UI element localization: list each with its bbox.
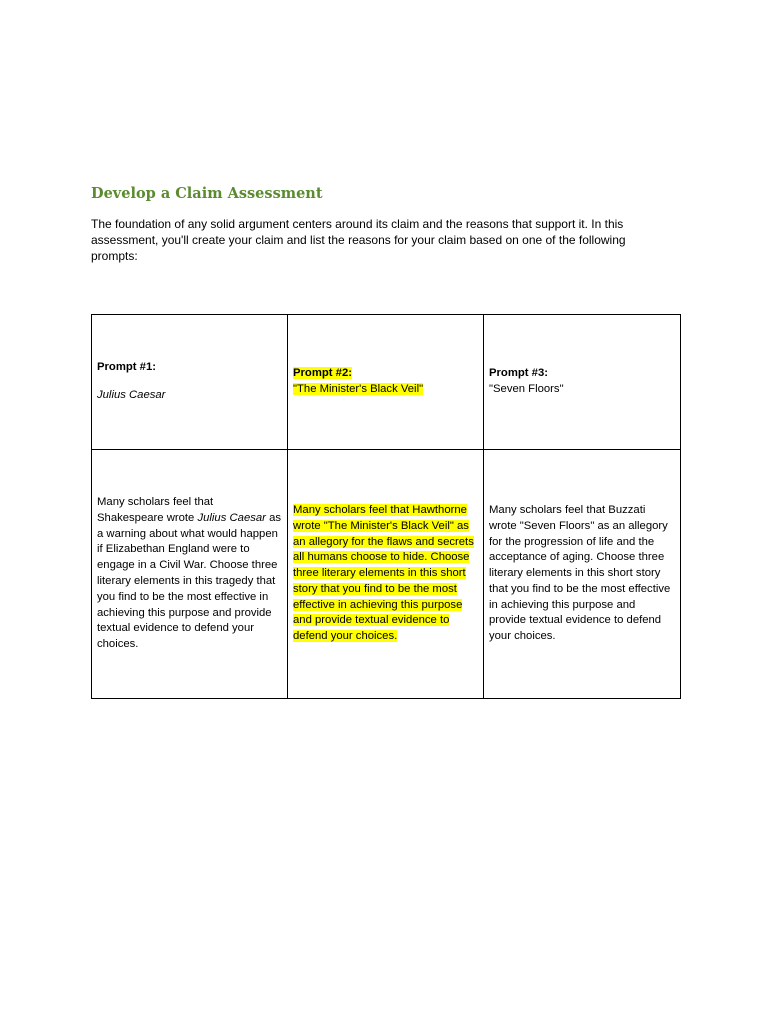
prompt-1-description-part-2: as a warning about what would happen if Elizabethan England were to engage in a Civil War. Choose three literary elements in this tragedy that you find to be the most effective in achieving this purpose and provide textual evidence to defend your choices. [97, 511, 282, 651]
prompt-1-description-italic: Julius Caesar [197, 511, 266, 524]
prompt-2-description-cell [288, 450, 484, 699]
prompt-3-header-cell [484, 315, 681, 450]
prompt-3-label: Prompt #3: [489, 367, 549, 380]
prompt-1-title: Julius Caesar [97, 389, 166, 401]
prompts-table [91, 314, 681, 699]
prompt-2-label: Prompt #2: [293, 367, 353, 380]
prompts-header-row [92, 315, 681, 450]
prompt-1-description-cell [92, 450, 288, 699]
prompt-3-description-cell [484, 450, 681, 699]
intro-paragraph: The foundation of any solid argument centers around its claim and the reasons that support it. In this assessment, you'll create your claim and list the reasons for your claim based on one of the following prompts: [91, 217, 626, 263]
prompt-3-title: "Seven Floors" [489, 383, 564, 395]
prompt-1-label: Prompt #1: [97, 361, 157, 374]
prompt-3-description: Many scholars feel that Buzzati wrote "Seven Floors" as an allegory for the progression of life and the acceptance of aging. Choose three literary elements in this short story that you find to be the most effective in achieving this purpose and provide textual evidence to defend your choices. [489, 503, 671, 643]
prompts-description-row [92, 450, 681, 699]
prompt-1-description-part-1: Many scholars feel that Shakespeare wrote [97, 496, 214, 524]
prompt-2-title: "The Minister's Black Veil" [293, 383, 424, 395]
prompt-2-header-cell [288, 315, 484, 450]
page-title: Develop a Claim Assessment [91, 185, 323, 202]
prompt-2-description: Many scholars feel that Hawthorne wrote "The Minister's Black Veil" as an allegory for the flaws and secrets all humans choose to hide. Choose three literary elements in this short story that you find to be the most effective in achieving this purpose and provide textual evidence to defend your choices. [293, 503, 474, 643]
prompt-1-header-cell [92, 315, 288, 450]
